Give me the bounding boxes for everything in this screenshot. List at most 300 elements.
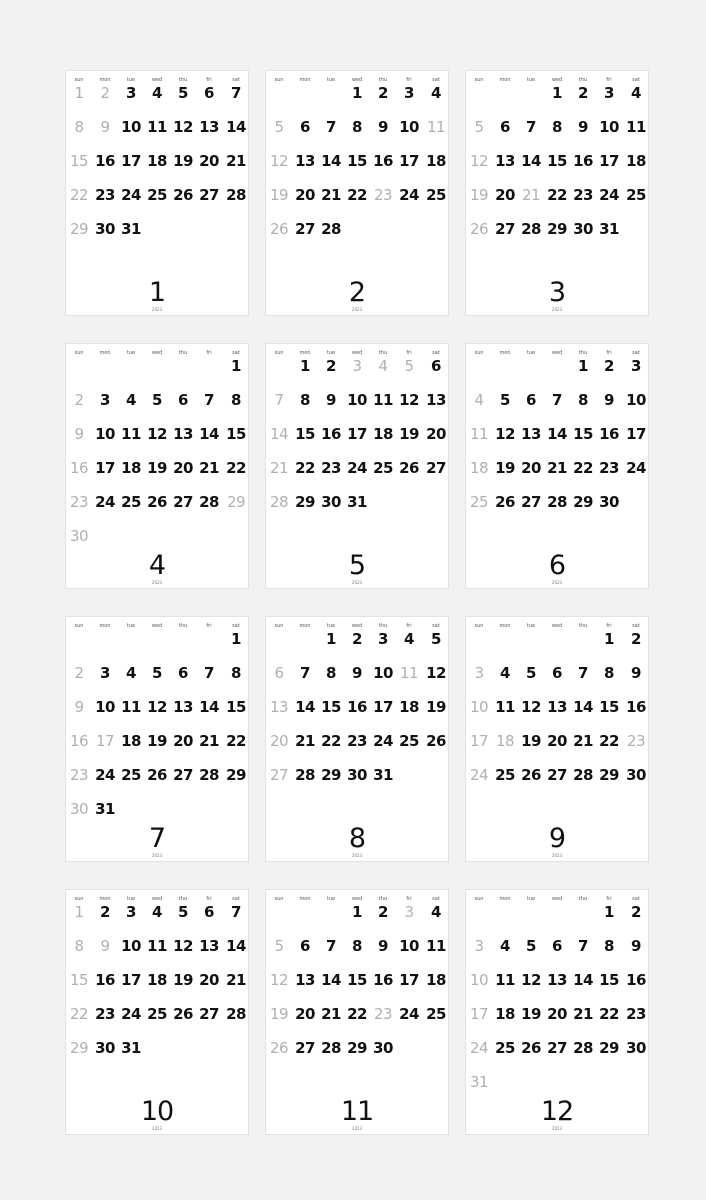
month-number: 5 [348, 550, 366, 581]
month-card-7 [65, 616, 249, 862]
month-card-2 [265, 70, 449, 316]
day-cell: 16 [321, 425, 341, 443]
day-cell: 2 [378, 84, 388, 102]
weekday-label: tue [326, 896, 336, 902]
day-cell: 22 [547, 186, 567, 204]
day-cell: 18 [626, 152, 646, 170]
day-cell: 11 [495, 971, 515, 989]
weekday-label: sat [232, 350, 240, 356]
day-cell: 28 [226, 1005, 246, 1023]
day-cell: 27 [199, 186, 219, 204]
day-cell: 3 [404, 84, 414, 102]
day-cell: 2 [631, 630, 641, 648]
year-label: 2023 [551, 1126, 563, 1131]
day-cell: 24 [373, 732, 393, 750]
day-cell: 30 [626, 1039, 646, 1057]
day-cell: 18 [147, 152, 167, 170]
day-cell: 18 [147, 971, 167, 989]
day-cell: 17 [469, 732, 489, 750]
day-cell: 29 [69, 1039, 89, 1057]
year-label: 2023 [351, 853, 363, 858]
day-cell: 18 [469, 459, 489, 477]
month-card-4 [65, 343, 249, 589]
day-cell: 13 [426, 391, 446, 409]
weekday-label: wed [151, 896, 163, 902]
year-label: 2023 [151, 307, 163, 312]
day-cell: 25 [495, 1039, 515, 1057]
day-cell: 17 [626, 425, 646, 443]
day-cell: 28 [573, 1039, 593, 1057]
day-cell: 7 [326, 118, 336, 136]
day-cell: 1 [578, 357, 588, 375]
day-cell: 28 [547, 493, 567, 511]
day-cell: 21 [321, 186, 341, 204]
day-cell: 13 [521, 425, 541, 443]
day-cell: 30 [373, 1039, 393, 1057]
weekday-label: sat [432, 77, 440, 83]
weekday-label: sat [632, 623, 640, 629]
day-cell: 29 [226, 766, 246, 784]
day-cell: 15 [226, 425, 246, 443]
day-cell: 6 [204, 903, 214, 921]
day-cell: 19 [469, 186, 489, 204]
day-cell: 5 [526, 937, 536, 955]
day-cell: 25 [121, 493, 141, 511]
day-cell: 3 [352, 357, 362, 375]
day-cell: 7 [204, 391, 214, 409]
day-cell: 21 [573, 732, 593, 750]
day-cell: 21 [269, 459, 289, 477]
day-cell: 3 [474, 937, 484, 955]
weekday-label: mon [299, 623, 311, 629]
weekday-label: fri [406, 350, 412, 356]
day-cell: 5 [178, 903, 188, 921]
day-cell: 22 [226, 732, 246, 750]
weekday-label: sun [274, 623, 284, 629]
day-cell: 7 [204, 664, 214, 682]
day-cell: 2 [378, 903, 388, 921]
day-cell: 11 [469, 425, 489, 443]
day-cell: 24 [95, 493, 115, 511]
day-cell: 22 [347, 186, 367, 204]
day-cell: 18 [495, 732, 515, 750]
day-cell: 24 [626, 459, 646, 477]
day-cell: 3 [100, 391, 110, 409]
day-cell: 11 [147, 937, 167, 955]
month-number: 11 [340, 1096, 374, 1127]
weekday-label: sat [232, 623, 240, 629]
day-cell: 6 [300, 118, 310, 136]
day-cell: 2 [326, 357, 336, 375]
weekday-label: thu [578, 623, 588, 629]
day-cell: 23 [95, 1005, 115, 1023]
weekday-label: wed [151, 350, 163, 356]
day-cell: 26 [469, 220, 489, 238]
weekday-label: thu [378, 77, 388, 83]
weekday-label: sat [432, 350, 440, 356]
month-card-10 [65, 889, 249, 1135]
weekday-label: fri [606, 350, 612, 356]
day-cell: 22 [69, 186, 89, 204]
month-card-11 [265, 889, 449, 1135]
weekday-label: fri [406, 77, 412, 83]
year-label: 2023 [551, 307, 563, 312]
day-cell: 27 [521, 493, 541, 511]
day-cell: 1 [326, 630, 336, 648]
day-cell: 26 [147, 493, 167, 511]
day-cell: 28 [269, 493, 289, 511]
day-cell: 5 [274, 118, 284, 136]
day-cell: 27 [295, 220, 315, 238]
day-cell: 8 [604, 937, 614, 955]
day-cell: 29 [347, 1039, 367, 1057]
day-cell: 6 [300, 937, 310, 955]
day-cell: 21 [321, 1005, 341, 1023]
day-cell: 4 [431, 84, 441, 102]
year-label: 2023 [551, 853, 563, 858]
day-cell: 13 [495, 152, 515, 170]
day-cell: 25 [426, 186, 446, 204]
day-cell: 12 [399, 391, 419, 409]
day-cell: 19 [147, 732, 167, 750]
day-cell: 23 [573, 186, 593, 204]
day-cell: 10 [599, 118, 619, 136]
weekday-label: thu [178, 77, 188, 83]
month-card-8 [265, 616, 449, 862]
day-cell: 14 [199, 425, 219, 443]
day-cell: 10 [399, 118, 419, 136]
day-cell: 21 [521, 186, 541, 204]
weekday-label: fri [206, 896, 212, 902]
day-cell: 19 [399, 425, 419, 443]
weekday-label: wed [351, 896, 363, 902]
day-cell: 23 [626, 1005, 646, 1023]
day-cell: 16 [573, 152, 593, 170]
day-cell: 31 [469, 1073, 489, 1091]
day-cell: 31 [121, 220, 141, 238]
day-cell: 8 [74, 118, 84, 136]
weekday-label: fri [406, 623, 412, 629]
weekday-label: sat [432, 896, 440, 902]
day-cell: 16 [95, 152, 115, 170]
day-cell: 8 [231, 664, 241, 682]
weekday-label: fri [606, 623, 612, 629]
day-cell: 16 [95, 971, 115, 989]
day-cell: 2 [100, 84, 110, 102]
day-cell: 12 [269, 971, 289, 989]
weekday-label: wed [151, 77, 163, 83]
day-cell: 31 [347, 493, 367, 511]
day-cell: 23 [373, 1005, 393, 1023]
day-cell: 6 [431, 357, 441, 375]
day-cell: 9 [74, 425, 84, 443]
day-cell: 22 [69, 1005, 89, 1023]
day-cell: 29 [599, 766, 619, 784]
day-cell: 9 [604, 391, 614, 409]
day-cell: 3 [604, 84, 614, 102]
day-cell: 23 [626, 732, 646, 750]
day-cell: 11 [121, 425, 141, 443]
day-cell: 14 [573, 971, 593, 989]
day-cell: 27 [426, 459, 446, 477]
day-cell: 22 [599, 1005, 619, 1023]
day-cell: 14 [199, 698, 219, 716]
day-cell: 13 [295, 971, 315, 989]
day-cell: 1 [604, 903, 614, 921]
day-cell: 1 [231, 357, 241, 375]
day-cell: 15 [599, 698, 619, 716]
day-cell: 16 [69, 732, 89, 750]
day-cell: 3 [404, 903, 414, 921]
day-cell: 23 [69, 493, 89, 511]
weekday-label: tue [126, 623, 136, 629]
weekday-label: mon [99, 350, 111, 356]
day-cell: 28 [321, 1039, 341, 1057]
day-cell: 4 [500, 937, 510, 955]
day-cell: 4 [378, 357, 388, 375]
day-cell: 24 [121, 1005, 141, 1023]
day-cell: 19 [173, 971, 193, 989]
day-cell: 15 [599, 971, 619, 989]
day-cell: 23 [347, 732, 367, 750]
weekday-label: sat [232, 896, 240, 902]
weekday-label: tue [526, 350, 536, 356]
weekday-label: mon [499, 77, 511, 83]
day-cell: 25 [399, 732, 419, 750]
day-cell: 22 [226, 459, 246, 477]
day-cell: 12 [521, 971, 541, 989]
weekday-label: thu [578, 350, 588, 356]
day-cell: 31 [599, 220, 619, 238]
weekday-label: mon [499, 350, 511, 356]
day-cell: 6 [204, 84, 214, 102]
day-cell: 25 [373, 459, 393, 477]
day-cell: 31 [373, 766, 393, 784]
day-cell: 30 [599, 493, 619, 511]
day-cell: 17 [95, 459, 115, 477]
day-cell: 8 [578, 391, 588, 409]
day-cell: 13 [199, 937, 219, 955]
day-cell: 9 [100, 937, 110, 955]
year-label: 2023 [151, 853, 163, 858]
weekday-label: mon [99, 77, 111, 83]
weekday-label: fri [206, 623, 212, 629]
day-cell: 7 [231, 903, 241, 921]
day-cell: 11 [626, 118, 646, 136]
weekday-label: sun [474, 623, 484, 629]
day-cell: 7 [274, 391, 284, 409]
day-cell: 18 [373, 425, 393, 443]
day-cell: 3 [126, 903, 136, 921]
day-cell: 29 [295, 493, 315, 511]
day-cell: 11 [399, 664, 419, 682]
day-cell: 15 [347, 971, 367, 989]
day-cell: 5 [152, 664, 162, 682]
day-cell: 10 [469, 698, 489, 716]
day-cell: 4 [152, 903, 162, 921]
day-cell: 10 [95, 425, 115, 443]
day-cell: 10 [95, 698, 115, 716]
day-cell: 14 [269, 425, 289, 443]
day-cell: 21 [226, 152, 246, 170]
day-cell: 26 [426, 732, 446, 750]
day-cell: 21 [199, 732, 219, 750]
day-cell: 19 [521, 1005, 541, 1023]
day-cell: 28 [573, 766, 593, 784]
day-cell: 2 [74, 391, 84, 409]
day-cell: 21 [547, 459, 567, 477]
weekday-label: wed [351, 350, 363, 356]
weekday-label: mon [99, 896, 111, 902]
day-cell: 12 [521, 698, 541, 716]
day-cell: 24 [399, 186, 419, 204]
day-cell: 21 [295, 732, 315, 750]
day-cell: 23 [95, 186, 115, 204]
day-cell: 16 [599, 425, 619, 443]
day-cell: 20 [547, 1005, 567, 1023]
day-cell: 9 [326, 391, 336, 409]
day-cell: 13 [547, 971, 567, 989]
day-cell: 20 [269, 732, 289, 750]
weekday-header [66, 349, 248, 357]
weekday-label: wed [351, 623, 363, 629]
day-cell: 12 [269, 152, 289, 170]
day-cell: 29 [547, 220, 567, 238]
month-number: 6 [548, 550, 566, 581]
day-cell: 24 [95, 766, 115, 784]
day-cell: 10 [121, 118, 141, 136]
weekday-label: tue [526, 77, 536, 83]
weekday-label: mon [299, 350, 311, 356]
day-cell: 29 [226, 493, 246, 511]
weekday-label: sun [74, 350, 84, 356]
weekday-label: tue [126, 896, 136, 902]
day-cell: 11 [121, 698, 141, 716]
weekday-label: sat [232, 77, 240, 83]
day-cell: 8 [74, 937, 84, 955]
day-cell: 9 [631, 937, 641, 955]
day-cell: 26 [521, 766, 541, 784]
day-cell: 26 [147, 766, 167, 784]
day-cell: 21 [226, 971, 246, 989]
day-cell: 5 [152, 391, 162, 409]
weekday-label: thu [578, 896, 588, 902]
day-cell: 31 [95, 800, 115, 818]
month-number: 3 [548, 277, 566, 308]
day-cell: 14 [226, 118, 246, 136]
day-cell: 14 [321, 152, 341, 170]
weekday-label: sun [474, 350, 484, 356]
day-cell: 9 [378, 937, 388, 955]
weekday-label: tue [326, 350, 336, 356]
day-cell: 30 [69, 527, 89, 545]
day-cell: 10 [347, 391, 367, 409]
day-cell: 20 [295, 186, 315, 204]
day-cell: 11 [426, 118, 446, 136]
day-cell: 20 [173, 732, 193, 750]
day-cell: 17 [347, 425, 367, 443]
day-cell: 7 [526, 118, 536, 136]
day-cell: 10 [469, 971, 489, 989]
day-cell: 5 [500, 391, 510, 409]
day-cell: 6 [552, 937, 562, 955]
day-cell: 7 [578, 937, 588, 955]
month-number: 8 [348, 823, 366, 854]
day-cell: 28 [199, 766, 219, 784]
day-cell: 24 [121, 186, 141, 204]
day-cell: 18 [399, 698, 419, 716]
weekday-label: mon [499, 896, 511, 902]
day-cell: 1 [352, 903, 362, 921]
month-card-3 [465, 70, 649, 316]
day-cell: 1 [352, 84, 362, 102]
weekday-label: fri [606, 77, 612, 83]
day-cell: 20 [547, 732, 567, 750]
weekday-label: tue [326, 77, 336, 83]
day-cell: 12 [173, 937, 193, 955]
day-cell: 30 [95, 1039, 115, 1057]
day-cell: 15 [347, 152, 367, 170]
day-cell: 7 [231, 84, 241, 102]
day-cell: 29 [69, 220, 89, 238]
day-cell: 3 [631, 357, 641, 375]
day-cell: 25 [626, 186, 646, 204]
day-cell: 15 [321, 698, 341, 716]
day-cell: 20 [199, 152, 219, 170]
day-cell: 9 [631, 664, 641, 682]
weekday-label: mon [299, 77, 311, 83]
day-cell: 7 [326, 937, 336, 955]
day-cell: 15 [573, 425, 593, 443]
weekday-label: mon [499, 623, 511, 629]
day-cell: 5 [178, 84, 188, 102]
day-cell: 10 [626, 391, 646, 409]
day-cell: 25 [147, 186, 167, 204]
day-cell: 8 [352, 937, 362, 955]
day-cell: 13 [173, 698, 193, 716]
day-cell: 11 [147, 118, 167, 136]
weekday-label: thu [178, 896, 188, 902]
weekday-label: thu [178, 350, 188, 356]
day-cell: 13 [547, 698, 567, 716]
day-cell: 17 [399, 152, 419, 170]
month-card-9 [465, 616, 649, 862]
day-cell: 5 [474, 118, 484, 136]
day-cell: 20 [426, 425, 446, 443]
day-cell: 12 [147, 698, 167, 716]
weekday-label: sat [432, 623, 440, 629]
day-cell: 2 [631, 903, 641, 921]
day-cell: 16 [347, 698, 367, 716]
weekday-label: wed [551, 623, 563, 629]
weekday-label: fri [406, 896, 412, 902]
weekday-label: sun [274, 350, 284, 356]
day-cell: 10 [399, 937, 419, 955]
day-cell: 28 [295, 766, 315, 784]
day-cell: 26 [399, 459, 419, 477]
day-cell: 1 [74, 84, 84, 102]
day-cell: 25 [121, 766, 141, 784]
day-cell: 13 [269, 698, 289, 716]
day-cell: 15 [69, 152, 89, 170]
day-cell: 29 [321, 766, 341, 784]
day-cell: 16 [69, 459, 89, 477]
day-cell: 13 [199, 118, 219, 136]
day-cell: 4 [126, 391, 136, 409]
day-cell: 1 [604, 630, 614, 648]
day-cell: 8 [300, 391, 310, 409]
year-label: 2023 [351, 1126, 363, 1131]
